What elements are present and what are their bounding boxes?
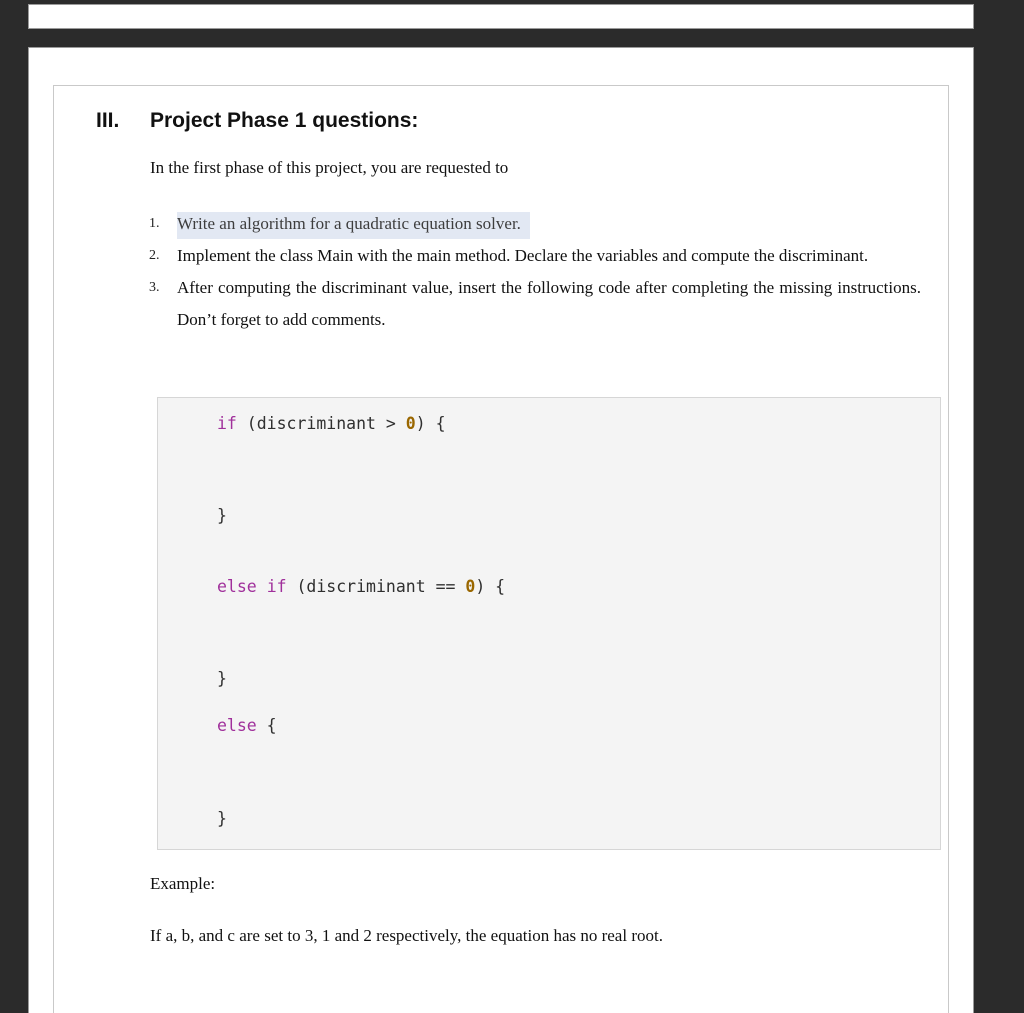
section-number: III. [96,109,120,132]
list-item-number: 1. [149,216,160,231]
code-line-if [217,414,446,433]
code-brace: ) { [475,577,506,596]
code-condition: (discriminant == [286,577,466,596]
code-line-close: } [217,809,227,828]
example-label: Example: [150,874,216,893]
code-line-else [217,716,277,735]
document-page [28,47,974,1013]
intro-paragraph: In the first phase of this project, you are requested to [150,158,509,177]
selected-text[interactable]: Write an algorithm for a quadratic equation solver. [177,212,530,239]
code-block [157,397,941,850]
list-item-number: 3. [149,280,160,295]
code-keyword: else [217,577,257,596]
section-heading [96,109,418,133]
code-line-else-if [217,577,505,596]
code-keyword: if [266,577,287,596]
code-line-close: } [217,669,227,688]
code-number: 0 [405,414,416,433]
code-condition: (discriminant > [236,414,406,433]
list-item-text: After computing the discriminant value, insert the following code after completing the missing instructions. Don’t forget to add comments. [177,278,921,329]
code-keyword: if [217,414,237,433]
code-line-close: } [217,506,227,525]
list-item [149,272,921,336]
instruction-list [149,208,921,336]
example-text: If a, b, and c are set to 3, 1 and 2 respectively, the equation has no real root. [150,926,663,945]
code-keyword: else [217,716,257,735]
list-item-number: 2. [149,248,160,263]
code-brace: { [256,716,277,735]
list-item-text: Implement the class Main with the main method. Declare the variables and compute the discriminant. [177,246,869,265]
code-number: 0 [465,577,476,596]
code-brace: ) { [415,414,446,433]
section-title: Project Phase 1 questions: [150,109,419,132]
list-item [149,240,921,272]
previous-page [28,4,974,29]
list-item [149,208,921,240]
